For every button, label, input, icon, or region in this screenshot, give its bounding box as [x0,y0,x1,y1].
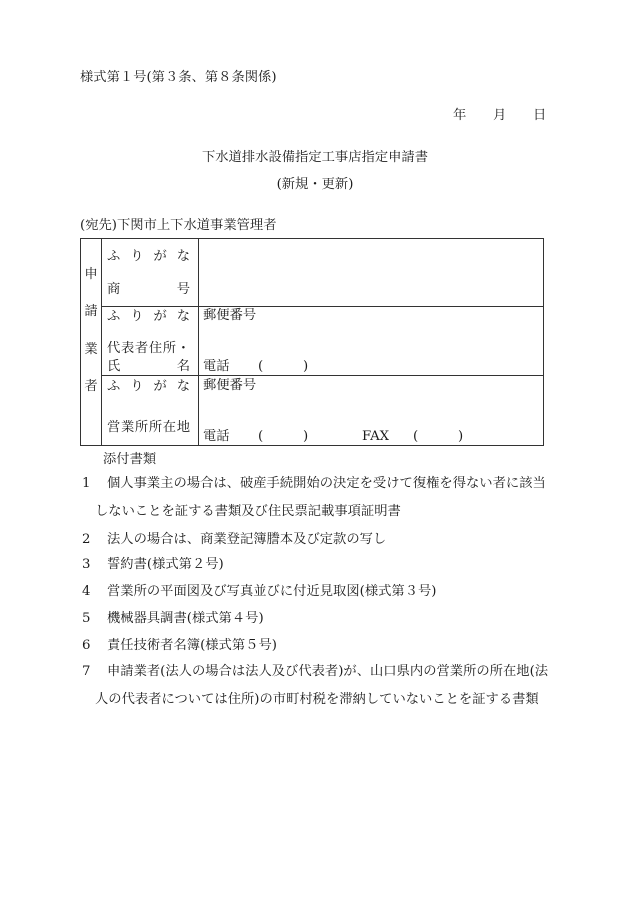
label-glyph: り [130,309,144,324]
date-day-label: 日 [533,108,547,123]
form-subtitle: (新規・更新) [276,177,354,192]
label-glyph: 者 [134,341,149,356]
attachment-text-line: 法人の場合は、商業登記簿謄本及び定款の写し [107,532,387,547]
applicant-side-label [81,268,101,394]
trade-name-label [107,283,190,297]
representative-address-label [107,342,190,356]
label-glyph: 代 [107,341,121,356]
phone-label: 電話 [203,359,230,374]
phone-paren-open: ( [258,429,264,444]
phone-paren-close: ) [303,429,309,444]
label-glyph: ふ [107,249,121,264]
label-glyph: り [130,249,144,264]
label-glyph: 住 [148,341,163,356]
postal-code-label: 郵便番号 [203,378,257,393]
label-glyph: 者 [84,378,98,394]
label-glyph: な [176,309,190,324]
attachment-number: 4 [82,584,91,599]
attachment-number: 5 [82,611,91,626]
label-glyph: が [153,379,167,394]
label-glyph: 業 [120,420,135,435]
attachment-number: 2 [82,532,91,547]
applicant-table [80,238,544,446]
attachment-number: 7 [82,664,91,679]
label-glyph: 在 [162,420,177,435]
furigana-label [107,250,190,264]
attachment-number: 6 [82,638,91,653]
attachment-text-line: 責任技術者名簿(様式第５号) [107,638,277,653]
form-number: 様式第１号(第３条、第８条関係) [80,70,277,85]
furigana-label [107,380,190,394]
attachment-text-line: 人の代表者については住所)の市町村税を滞納していないことを証する書類 [95,692,539,707]
label-glyph: ・ [176,341,190,356]
phone-label: 電話 [203,429,230,444]
attachments-heading: 添付書類 [103,452,157,467]
postal-code-label: 郵便番号 [203,308,257,323]
office-location-label [107,421,190,435]
label-glyph: 商 [107,282,121,297]
fax-paren-open: ( [413,429,419,444]
attachment-text-line: 誓約書(様式第２号) [107,557,224,572]
attachment-number: 3 [82,557,91,572]
label-glyph: 表 [120,341,135,356]
furigana-label [107,310,190,324]
label-glyph: ふ [107,379,121,394]
addressee: (宛先)下関市上下水道事業管理者 [80,218,277,233]
phone-paren-open: ( [258,359,264,374]
attachment-number: 1 [82,476,91,491]
fax-label: FAX [362,429,390,444]
date-year-label: 年 [453,108,467,123]
label-glyph: ふ [107,309,121,324]
label-glyph: 申 [84,267,98,282]
label-glyph: 所 [134,420,149,435]
fax-paren-close: ) [458,429,464,444]
phone-paren-close: ) [303,359,309,374]
entry-cell-trade-name [199,239,543,306]
label-glyph: 所 [148,420,163,435]
attachment-text-line: 機械器具調書(様式第４号) [107,611,264,626]
attachment-text-line: しないことを証する書類及び住民票記載事項証明書 [95,504,401,519]
column-divider [101,239,102,445]
attachment-text-line: 営業所の平面図及び写真並びに付近見取図(様式第３号) [107,584,437,599]
label-glyph: 氏 [107,359,121,374]
label-glyph: 業 [84,341,98,357]
label-glyph: な [176,379,190,394]
label-glyph: 請 [84,304,98,320]
label-glyph: 号 [176,282,190,297]
label-glyph: 名 [176,359,190,374]
label-glyph: 所 [162,341,177,356]
attachment-text-line: 個人事業主の場合は、破産手続開始の決定を受けて復権を得ない者に該当 [107,476,546,491]
representative-name-label [107,360,190,374]
attachment-text-line: 申請業者(法人の場合は法人及び代表者)が、山口県内の営業所の所在地(法 [107,664,549,679]
date-month-label: 月 [493,108,507,123]
label-glyph: 営 [107,420,121,435]
label-glyph: な [176,249,190,264]
form-title: 下水道排水設備指定工事店指定申請書 [201,150,429,165]
label-glyph: が [153,249,167,264]
label-glyph: り [130,379,144,394]
label-glyph: が [153,309,167,324]
label-glyph: 地 [176,420,190,435]
